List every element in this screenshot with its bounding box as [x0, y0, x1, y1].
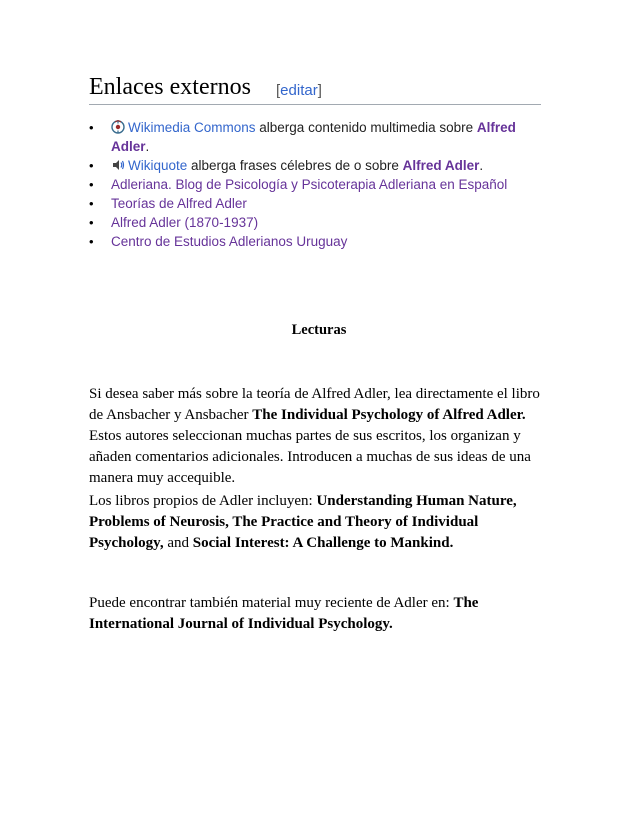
- teorias-link[interactable]: Teorías de Alfred Adler: [111, 196, 247, 211]
- p2-book-titles: Understanding Human Nature, Problems of Neurosis, The Practice and Theory of Individual Psychology,: [89, 493, 517, 551]
- centro-estudios-link[interactable]: Centro de Estudios Adlerianos Uruguay: [111, 234, 348, 249]
- edit-bracket-open: [: [276, 82, 281, 99]
- list-item: [89, 175, 549, 194]
- wikimedia-commons-link[interactable]: Wikimedia Commons: [128, 120, 256, 135]
- external-links-list: [89, 118, 549, 251]
- p1-book-title: The Individual Psychology of Alfred Adler.: [252, 407, 526, 423]
- list-item: [89, 213, 549, 232]
- paragraph-journal: [89, 593, 547, 635]
- wikimedia-commons-icon: [111, 120, 125, 134]
- item-end: .: [479, 158, 484, 173]
- p1-text-a: Si desea saber más sobre la teoría de Alfred Adler, lea directamente el libro de Ansbacher y Ansbacher: [89, 386, 540, 423]
- list-item: [89, 156, 549, 175]
- p2-text-a: Los libros propios de Adler incluyen:: [89, 493, 317, 509]
- p3-journal-title: The International Journal of Individual Psychology.: [89, 595, 479, 632]
- p2-book-title-social: Social Interest: A Challenge to Mankind.: [192, 535, 454, 551]
- p2-text-b: and: [163, 535, 193, 551]
- alfred-adler-bio-link[interactable]: Alfred Adler (1870-1937): [111, 215, 259, 230]
- item-text: alberga frases célebres de o sobre: [187, 158, 403, 173]
- list-item: [89, 194, 549, 213]
- paragraph-ansbacher: [89, 384, 547, 489]
- p1-text-b: Estos autores seleccionan muchas partes de sus escritos, los organizan y añaden comentarios adicionales. Introducen a muchas de sus ideas de una manera muy accequible.: [89, 428, 531, 486]
- alfred-adler-link[interactable]: Alfred Adler: [111, 120, 516, 154]
- lecturas-title: Lecturas: [291, 322, 347, 338]
- item-end: .: [145, 139, 150, 154]
- list-item: [89, 118, 549, 156]
- section-title: Enlaces externos: [89, 74, 251, 100]
- edit-section: [276, 82, 322, 99]
- adleriana-blog-link[interactable]: Adleriana. Blog de Psicología y Psicoterapia Adleriana en Español: [111, 177, 508, 192]
- wikiquote-link[interactable]: Wikiquote: [128, 158, 188, 173]
- wikiquote-icon: [111, 158, 125, 172]
- section-heading: [89, 72, 541, 105]
- paragraph-adler-books: [89, 491, 547, 554]
- p3-text-a: Puede encontrar también material muy reciente de Adler en:: [89, 595, 454, 611]
- edit-link[interactable]: editar: [280, 82, 318, 99]
- list-item: [89, 232, 549, 251]
- item-text: alberga contenido multimedia sobre: [255, 120, 477, 135]
- edit-bracket-close: ]: [317, 82, 322, 99]
- alfred-adler-link[interactable]: Alfred Adler: [402, 158, 480, 173]
